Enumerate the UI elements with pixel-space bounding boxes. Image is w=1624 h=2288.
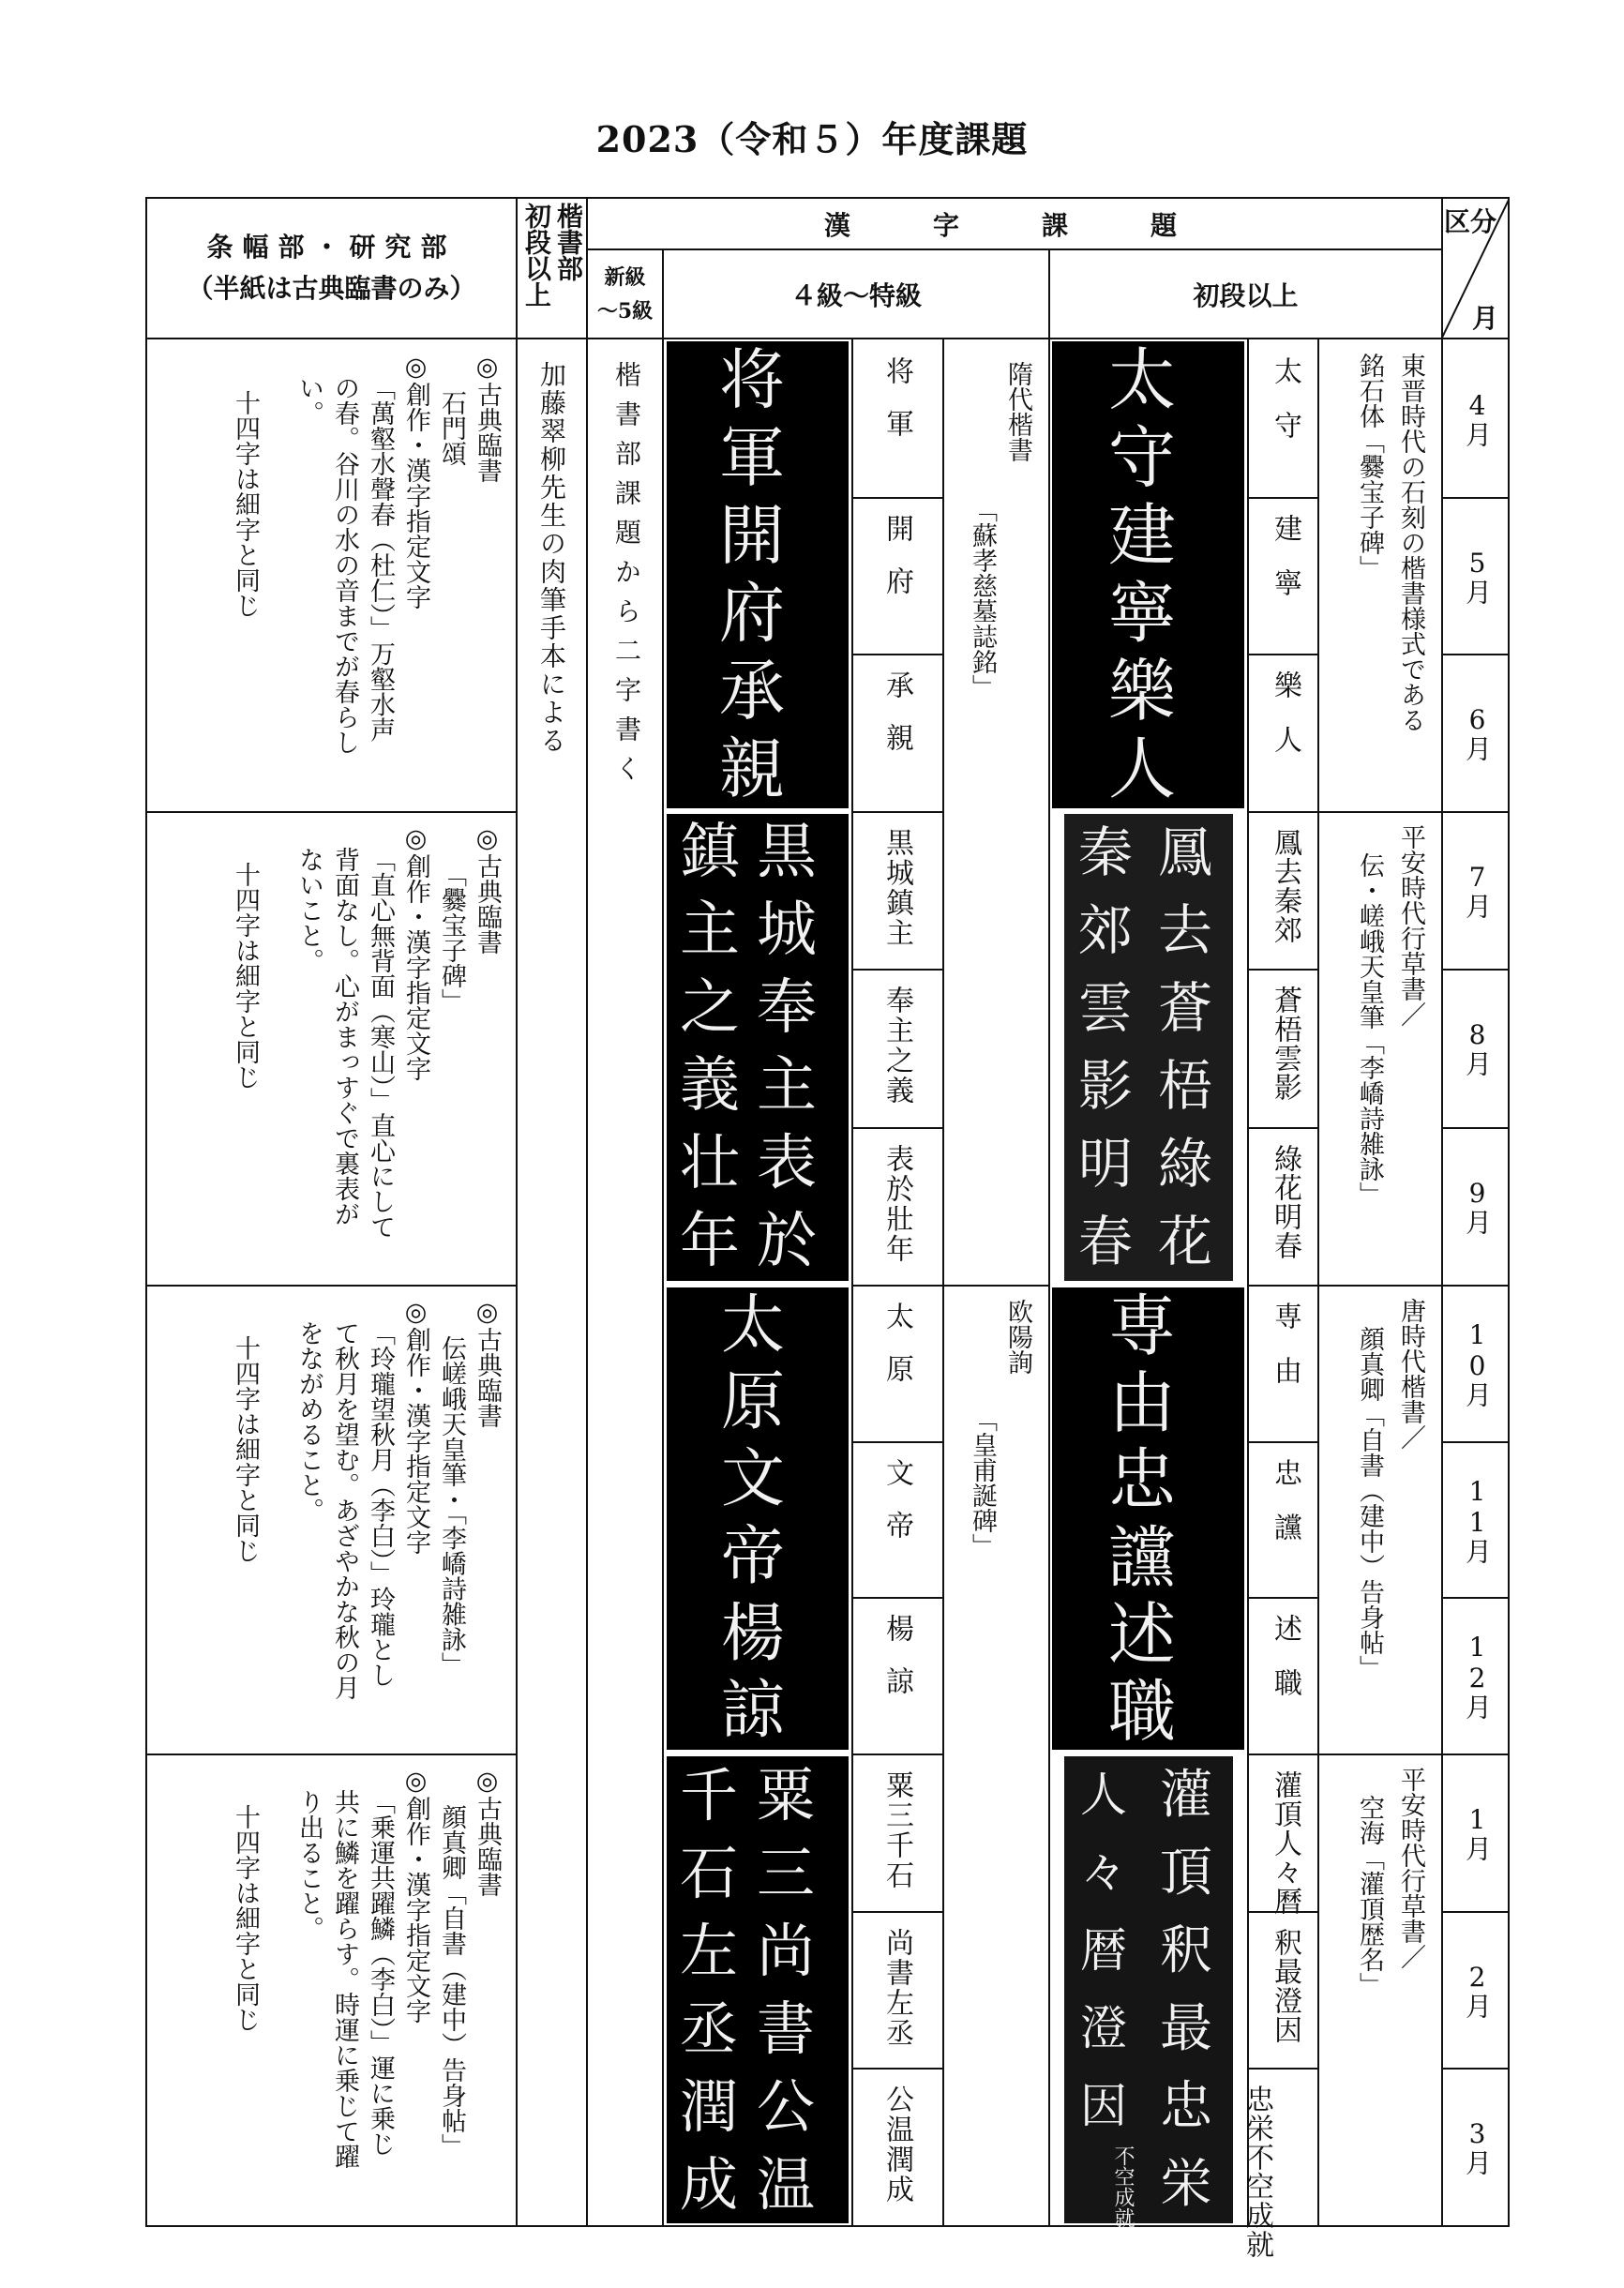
calligraphy-glyph: 尚 [756, 1917, 815, 1985]
grade4-source-2-line1: 欧陽詢 [1003, 1299, 1032, 1375]
calligraphy-glyph: 左 [679, 1917, 738, 1985]
calligraphy-glyph: 守 [1107, 418, 1176, 497]
month-label: 12月 [1462, 1631, 1493, 1720]
grade4-word: 尚書左丞 [880, 1928, 913, 2048]
jofuku-text-l2: 顔真卿「自書（建中）告身帖」 [437, 1804, 466, 2159]
jofuku-text-l4: 「玲瓏望秋月（李白）」玲瓏とし [366, 1320, 395, 1688]
calligraphy-glyph: 帝 [720, 1519, 785, 1594]
jofuku-text-l1: ◎古典臨書 [473, 1767, 502, 1897]
calligraphy-glyph: 影 [1077, 1054, 1133, 1118]
calligraphy-glyph: 主 [680, 896, 740, 965]
month-label: 6月 [1462, 703, 1493, 761]
shodan-source-line1: 唐時代楷書／ [1396, 1298, 1425, 1450]
jofuku-text-l2: 石門頌 [437, 390, 466, 466]
month-label: 4月 [1462, 389, 1493, 447]
calligraphy-glyph: 公 [756, 2072, 815, 2141]
calligraphy-glyph: 年 [680, 1207, 740, 1276]
month-label: 3月 [1462, 2117, 1493, 2175]
shodan-source-1 [1320, 353, 1440, 805]
shodan-word: 太守 [1269, 356, 1301, 465]
jofuku-quarter-4 [150, 1767, 511, 2220]
header-grade4: ４級〜特級 [789, 279, 922, 311]
grade4-word: 将軍 [880, 356, 913, 461]
jofuku-text-l2: 伝嵯峨天皇筆・「李嶠詩雑詠」 [437, 1335, 466, 1678]
header-jofuku-note: （半紙は古典臨書のみ） [187, 273, 476, 304]
month-label: 1月 [1462, 1803, 1493, 1861]
calligraphy-glyph: 雲 [1077, 976, 1133, 1040]
shodan-word: 鳳去秦郊 [1269, 828, 1301, 944]
shodan-word: 忠栄不空成就 [1241, 2085, 1273, 2259]
month-label: 8月 [1462, 1018, 1493, 1076]
jofuku-text-l1: ◎古典臨書 [473, 824, 502, 955]
shodan-source-line2: 伝・嵯峨天皇筆「李嶠詩雑詠」 [1355, 852, 1384, 1207]
shodan-word: 忠讜 [1269, 1458, 1301, 1567]
jofuku-text-l7: 十四字は細字と同じ [231, 1804, 260, 2032]
month-label: 11月 [1462, 1475, 1493, 1564]
calligraphy-glyph: 太 [1107, 340, 1176, 419]
kaisho-instruction: 加藤翠柳先生の肉筆手本による [536, 361, 567, 755]
calligraphy-glyph: 人 [1107, 730, 1176, 808]
jofuku-quarter-2 [150, 824, 511, 1279]
shodan-word: 建寧 [1269, 514, 1301, 623]
calligraphy-glyph: 太 [720, 1288, 785, 1362]
calligraphy-glyph: 最 [1160, 1998, 1212, 2059]
shodan-word: 釈最澄因 [1269, 1928, 1301, 2044]
header-shinkyu-sub: 〜5級 [596, 298, 654, 324]
shodan-source-line2: 空海「灌頂歴名」 [1355, 1795, 1384, 1997]
calligraphy-glyph: 春 [1077, 1210, 1133, 1273]
calligraphy-glyph: 栄 [1160, 2154, 1212, 2215]
grade4-word: 公温潤成 [880, 2085, 913, 2205]
calligraphy-glyph: 主 [757, 1051, 817, 1121]
header-shinkyu [588, 250, 662, 338]
jofuku-text-l4: 「直心無背面（寒山）」直心にして [366, 847, 395, 1240]
jofuku-text-l4: 「乗運共躍鱗（李白）」運に乗じ [366, 1789, 395, 2157]
jofuku-text-l6: ないこと。 [294, 847, 323, 973]
jofuku-text-l2: 「爨宝子碑」 [437, 862, 466, 1014]
calligraphy-glyph: 暦 [1080, 1923, 1127, 1978]
shodan-source-4 [1320, 1767, 1440, 2220]
month-label: 7月 [1462, 861, 1493, 919]
calligraphy-glyph: 鳳 [1157, 820, 1212, 884]
shodan-word: 綠花明春 [1269, 1144, 1301, 1260]
jofuku-quarter-3 [150, 1298, 511, 1748]
header-kubun: 区分 [1444, 206, 1497, 237]
header-kaisho [518, 199, 586, 338]
shodan-source-3 [1320, 1298, 1440, 1748]
jofuku-text-l5: の春。谷川の水の音までが春らし [330, 375, 359, 755]
header-kaisho-label: 楷書部 [553, 203, 584, 281]
shodan-source-line2: 銘石体「爨宝子碑」 [1355, 353, 1384, 580]
calligraphy-glyph: 之 [680, 973, 740, 1043]
calligraphy-glyph: 楊 [720, 1596, 785, 1671]
grade4-word: 奉主之義 [880, 986, 913, 1106]
calligraphy-glyph: 府 [719, 575, 785, 652]
calligraphy-glyph: 秦 [1077, 820, 1133, 884]
jofuku-text-l6: り出ること。 [294, 1789, 323, 1941]
month-label: 9月 [1462, 1177, 1493, 1235]
month-label: 5月 [1462, 547, 1493, 605]
calligraphy-glyph: 梧 [1157, 1054, 1212, 1118]
calligraphy-glyph: 軍 [719, 419, 785, 496]
jofuku-text-l5: て秋月を望む。あざやかな秋の月 [330, 1320, 359, 1700]
calligraphy-glyph: 職 [1107, 1671, 1176, 1751]
calligraphy-glyph: 城 [757, 896, 817, 965]
calligraphy-glyph: 文 [720, 1442, 785, 1517]
grade4-word: 太原 [880, 1302, 913, 1407]
calligraphy-glyph: 不空成就 [1111, 2145, 1135, 2228]
calligraphy-glyph: 表 [757, 1129, 817, 1198]
header-jofuku-label: 条幅部・研究部 [206, 232, 457, 263]
calligraphy-glyph: 親 [719, 730, 785, 807]
calligraphy-glyph: 因 [1080, 2079, 1127, 2133]
grade4-source-1-line2: 「蘇孝慈墓誌銘」 [968, 497, 997, 700]
shodan-word: 述職 [1269, 1614, 1301, 1723]
shodan-source-line1: 東晋時代の石刻の楷書様式である [1396, 353, 1425, 732]
jofuku-text-l7: 十四字は細字と同じ [231, 390, 260, 618]
calligraphy-glyph: 去 [1157, 898, 1212, 962]
shinkyu-instruction: 楷書部課題から二字書く [611, 361, 642, 794]
shodan-source-line1: 平安時代行草書／ [1396, 1767, 1425, 1969]
page-title: 2023（令和５）年度課題 [595, 118, 1029, 160]
jofuku-text-l1: ◎古典臨書 [473, 1298, 502, 1428]
jofuku-text-l5: 背面なし。心がまっすぐで裏表が [330, 847, 359, 1227]
jofuku-text-l7: 十四字は細字と同じ [231, 1335, 260, 1563]
calligraphy-glyph: 忠 [1107, 1440, 1176, 1520]
calligraphy-glyph: 成 [679, 2150, 738, 2219]
calligraphy-glyph: 書 [756, 1994, 815, 2063]
header-kaisho-sub: 初段以上 [521, 203, 552, 308]
calligraphy-glyph: 花 [1157, 1210, 1212, 1273]
grade4-word: 黒城鎮主 [880, 828, 913, 948]
jofuku-text-l6: をながめること。 [294, 1320, 323, 1523]
calligraphy-glyph: 温 [756, 2150, 815, 2219]
calligraphy-glyph: 義 [680, 1051, 740, 1121]
calligraphy-glyph: 承 [719, 653, 785, 730]
calligraphy-glyph: 々 [1080, 1845, 1127, 1900]
jofuku-text-l6: い。 [294, 375, 323, 426]
calligraphy-glyph: 千 [679, 1761, 738, 1829]
calligraphy-glyph: 建 [1107, 496, 1176, 575]
shodan-word: 蒼梧雲影 [1269, 986, 1301, 1102]
month-label: 10月 [1462, 1318, 1493, 1407]
calligraphy-glyph: 明 [1077, 1132, 1133, 1196]
calligraphy-glyph: 綠 [1157, 1132, 1212, 1196]
calligraphy-glyph: 忠 [1160, 2076, 1212, 2137]
header-kanji: 漢 字 課 題 [823, 209, 1205, 241]
calligraphy-glyph: 奉 [757, 973, 817, 1043]
calligraphy-glyph: 澄 [1080, 2001, 1127, 2055]
shodan-source-line1: 平安時代行草書／ [1396, 824, 1425, 1027]
calligraphy-glyph: 諒 [720, 1673, 785, 1748]
shodan-word: 灌頂人々曆 [1269, 1770, 1301, 1916]
month-label: 2月 [1462, 1961, 1493, 2019]
grade4-word: 粟三千石 [880, 1770, 913, 1890]
calligraphy-glyph: 由 [1107, 1363, 1176, 1443]
calligraphy-glyph: 人 [1080, 1768, 1127, 1822]
shodan-word: 専由 [1269, 1302, 1301, 1410]
jofuku-text-l3: ◎創作・漢字指定文字 [401, 353, 430, 610]
jofuku-text-l1: ◎古典臨書 [473, 353, 502, 483]
header-jofuku [147, 199, 516, 338]
jofuku-text-l4: 「萬壑水聲春（杜仁）」万壑水声 [366, 375, 395, 743]
jofuku-quarter-1 [150, 353, 511, 805]
grade4-source-1-line1: 隋代楷書 [1003, 361, 1032, 462]
calligraphy-glyph: 壮 [680, 1129, 740, 1198]
jofuku-text-l3: ◎創作・漢字指定文字 [401, 824, 430, 1081]
calligraphy-glyph: 樂 [1107, 652, 1176, 730]
jofuku-text-l5: 共に鱗を躍らす。時運に乗じて躍 [330, 1789, 359, 2169]
grade4-source-2-line2: 「皇甫誕碑」 [968, 1407, 997, 1558]
header-shodan: 初段以上 [1193, 279, 1299, 311]
grade4-source-2 [947, 1299, 1045, 1749]
calligraphy-glyph: 三 [756, 1839, 815, 1907]
grade4-word: 表於壯年 [880, 1144, 913, 1264]
calligraphy-glyph: 寧 [1107, 574, 1176, 653]
header-tsuki: 月 [1472, 303, 1499, 334]
grade4-word: 開府 [880, 514, 913, 619]
calligraphy-glyph: 黒 [757, 818, 817, 887]
grade4-word: 文帝 [880, 1458, 913, 1563]
calligraphy-glyph: 開 [719, 497, 785, 574]
calligraphy-glyph: 原 [720, 1365, 785, 1440]
calligraphy-glyph: 粟 [756, 1761, 815, 1829]
shodan-source-line2: 顔真卿「自書（建中）告身帖」 [1355, 1326, 1384, 1680]
calligraphy-glyph: 石 [679, 1839, 738, 1907]
calligraphy-glyph: 潤 [679, 2072, 738, 2141]
header-shinkyu-label: 新級 [604, 264, 646, 290]
grade4-word: 承親 [880, 670, 913, 775]
calligraphy-glyph: 蒼 [1157, 976, 1212, 1040]
jofuku-text-l3: ◎創作・漢字指定文字 [401, 1298, 430, 1555]
jofuku-text-l7: 十四字は細字と同じ [231, 862, 260, 1090]
calligraphy-glyph: 於 [757, 1207, 817, 1276]
calligraphy-glyph: 釈 [1160, 1920, 1212, 1981]
calligraphy-glyph: 専 [1107, 1287, 1176, 1365]
calligraphy-glyph: 頂 [1160, 1843, 1212, 1904]
grade4-source-1 [947, 361, 1045, 811]
calligraphy-glyph: 鎮 [680, 818, 740, 887]
calligraphy-glyph: 灌 [1160, 1765, 1212, 1826]
grade4-word: 楊諒 [880, 1614, 913, 1719]
calligraphy-glyph: 丞 [679, 1994, 738, 2063]
calligraphy-glyph: 郊 [1077, 898, 1133, 962]
calligraphy-glyph: 将 [719, 341, 785, 418]
shodan-word: 樂人 [1269, 670, 1301, 779]
calligraphy-glyph: 述 [1107, 1594, 1176, 1674]
calligraphy-glyph: 讜 [1107, 1517, 1176, 1597]
jofuku-text-l3: ◎創作・漢字指定文字 [401, 1767, 430, 2024]
shodan-source-2 [1320, 824, 1440, 1279]
